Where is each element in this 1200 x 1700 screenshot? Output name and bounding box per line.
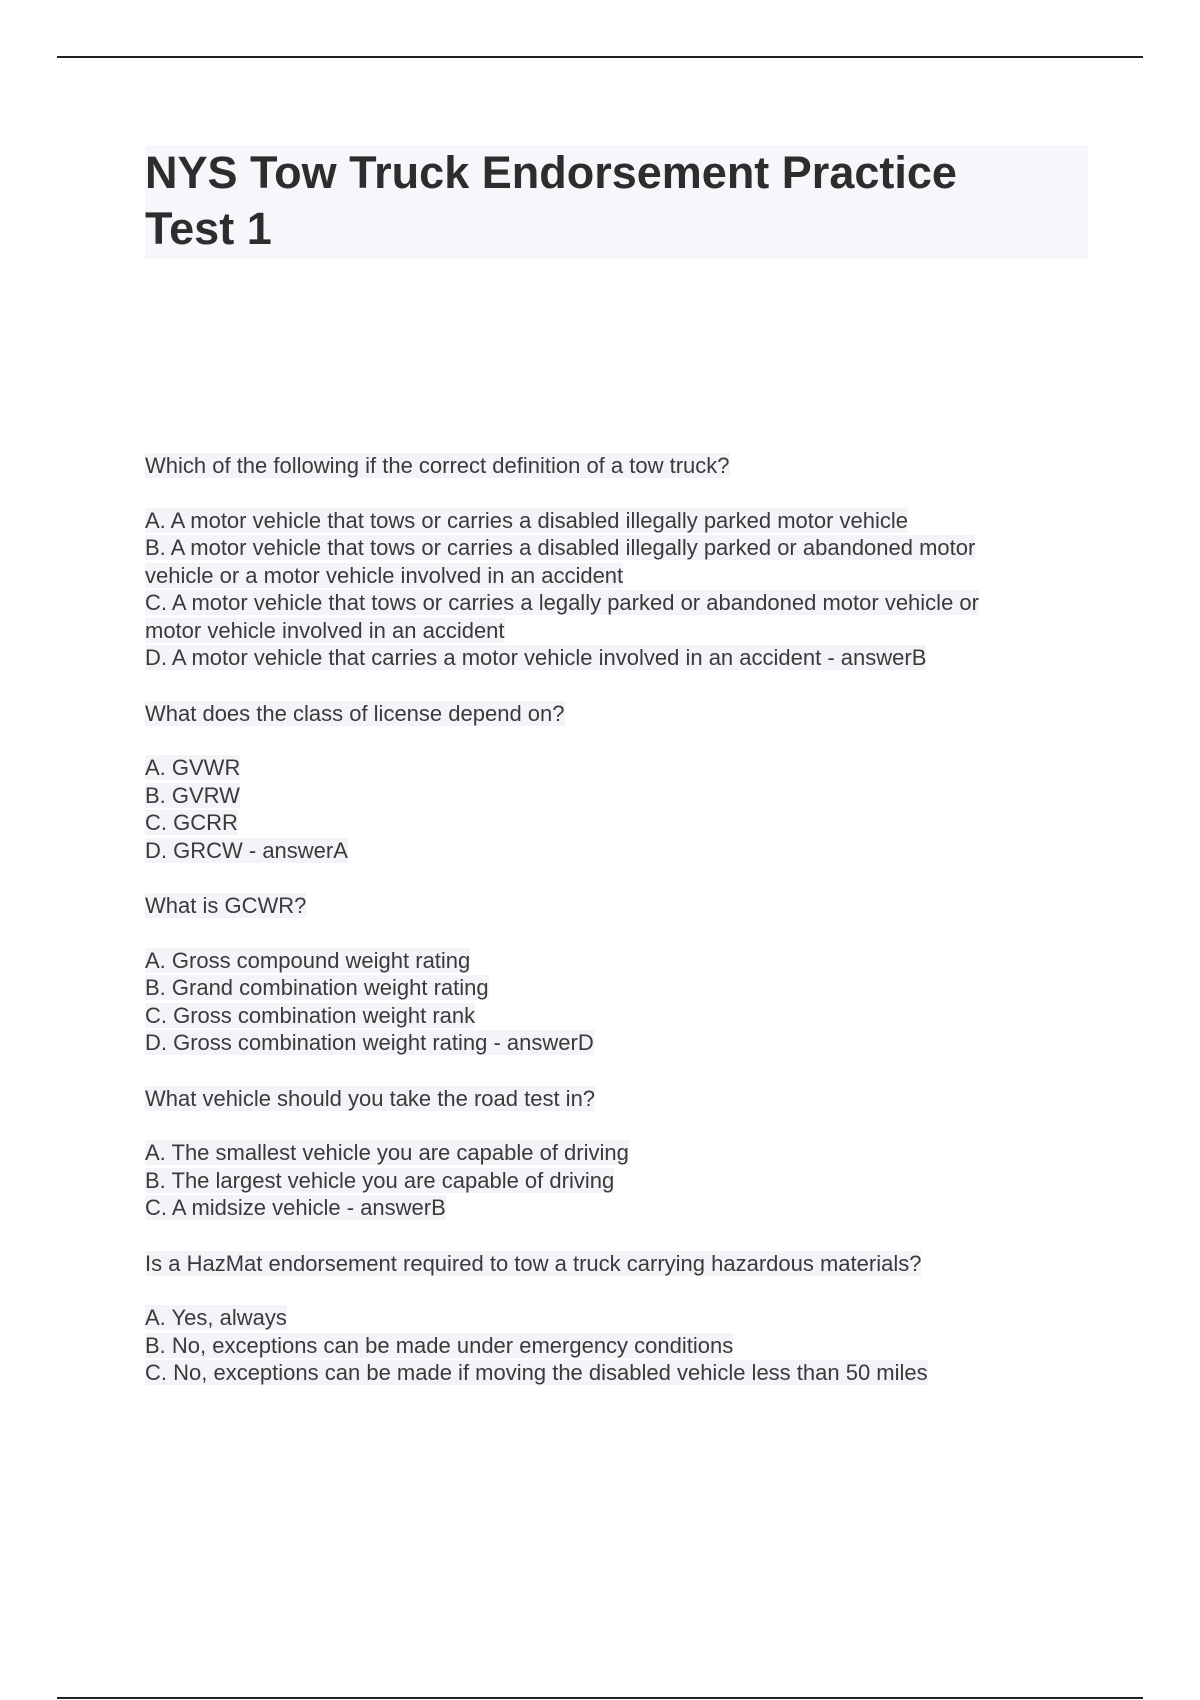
answer-line: A. Gross compound weight rating [145,947,471,973]
bottom-rule [57,1697,1143,1699]
title-block [145,145,1088,259]
document-title [145,145,1088,257]
answer-line: B. No, exceptions can be made under emergency conditions [145,1332,734,1358]
question-block [145,892,1075,1057]
answer-line: A. A motor vehicle that tows or carries a disabled illegally parked motor vehicle [145,507,909,533]
answer-line: B. Grand combination weight rating [145,975,489,1000]
answer-line: A. Yes, always [145,1305,287,1330]
question-text: Is a HazMat endorsement required to tow a truck carrying hazardous materials? [145,1250,922,1276]
questions-list [145,452,1075,1415]
answer-line: B. A motor vehicle that tows or carries a disabled illegally parked or abandoned motor [145,535,976,560]
answer-line: C. A midsize vehicle - answerB [145,1195,446,1220]
answer-line: C. GCRR [145,810,238,835]
question-text: What does the class of license depend on? [145,700,565,726]
answer-line: B. The largest vehicle you are capable of driving [145,1167,615,1193]
answer-line: D. GRCW - answerA [145,837,348,863]
answer-line: D. Gross combination weight rating - answerD [145,1030,594,1055]
title-line-1: NYS Tow Truck Endorsement Practice [145,147,957,198]
question-block [145,1085,1075,1222]
question-block [145,452,1075,672]
question-text: What is GCWR? [145,893,307,918]
question-text: Which of the following if the correct definition of a tow truck? [145,453,730,478]
top-rule [57,56,1143,58]
answer-line: vehicle or a motor vehicle involved in an accident [145,562,624,588]
answer-line: B. GVRW [145,782,240,808]
answer-line: C. A motor vehicle that tows or carries a legally parked or abandoned motor vehicle or [145,590,979,615]
answer-line: A. The smallest vehicle you are capable of driving [145,1140,629,1165]
answer-line: D. A motor vehicle that carries a motor vehicle involved in an accident - answerB [145,645,927,670]
answer-line: C. No, exceptions can be made if moving the disabled vehicle less than 50 miles [145,1360,928,1385]
question-text: What vehicle should you take the road test in? [145,1085,596,1111]
answer-line: A. GVWR [145,755,241,780]
answer-line: C. Gross combination weight rank [145,1002,476,1028]
title-line-2: Test 1 [145,203,272,254]
answer-line: motor vehicle involved in an accident [145,617,505,643]
question-block [145,1250,1075,1387]
question-block [145,700,1075,865]
